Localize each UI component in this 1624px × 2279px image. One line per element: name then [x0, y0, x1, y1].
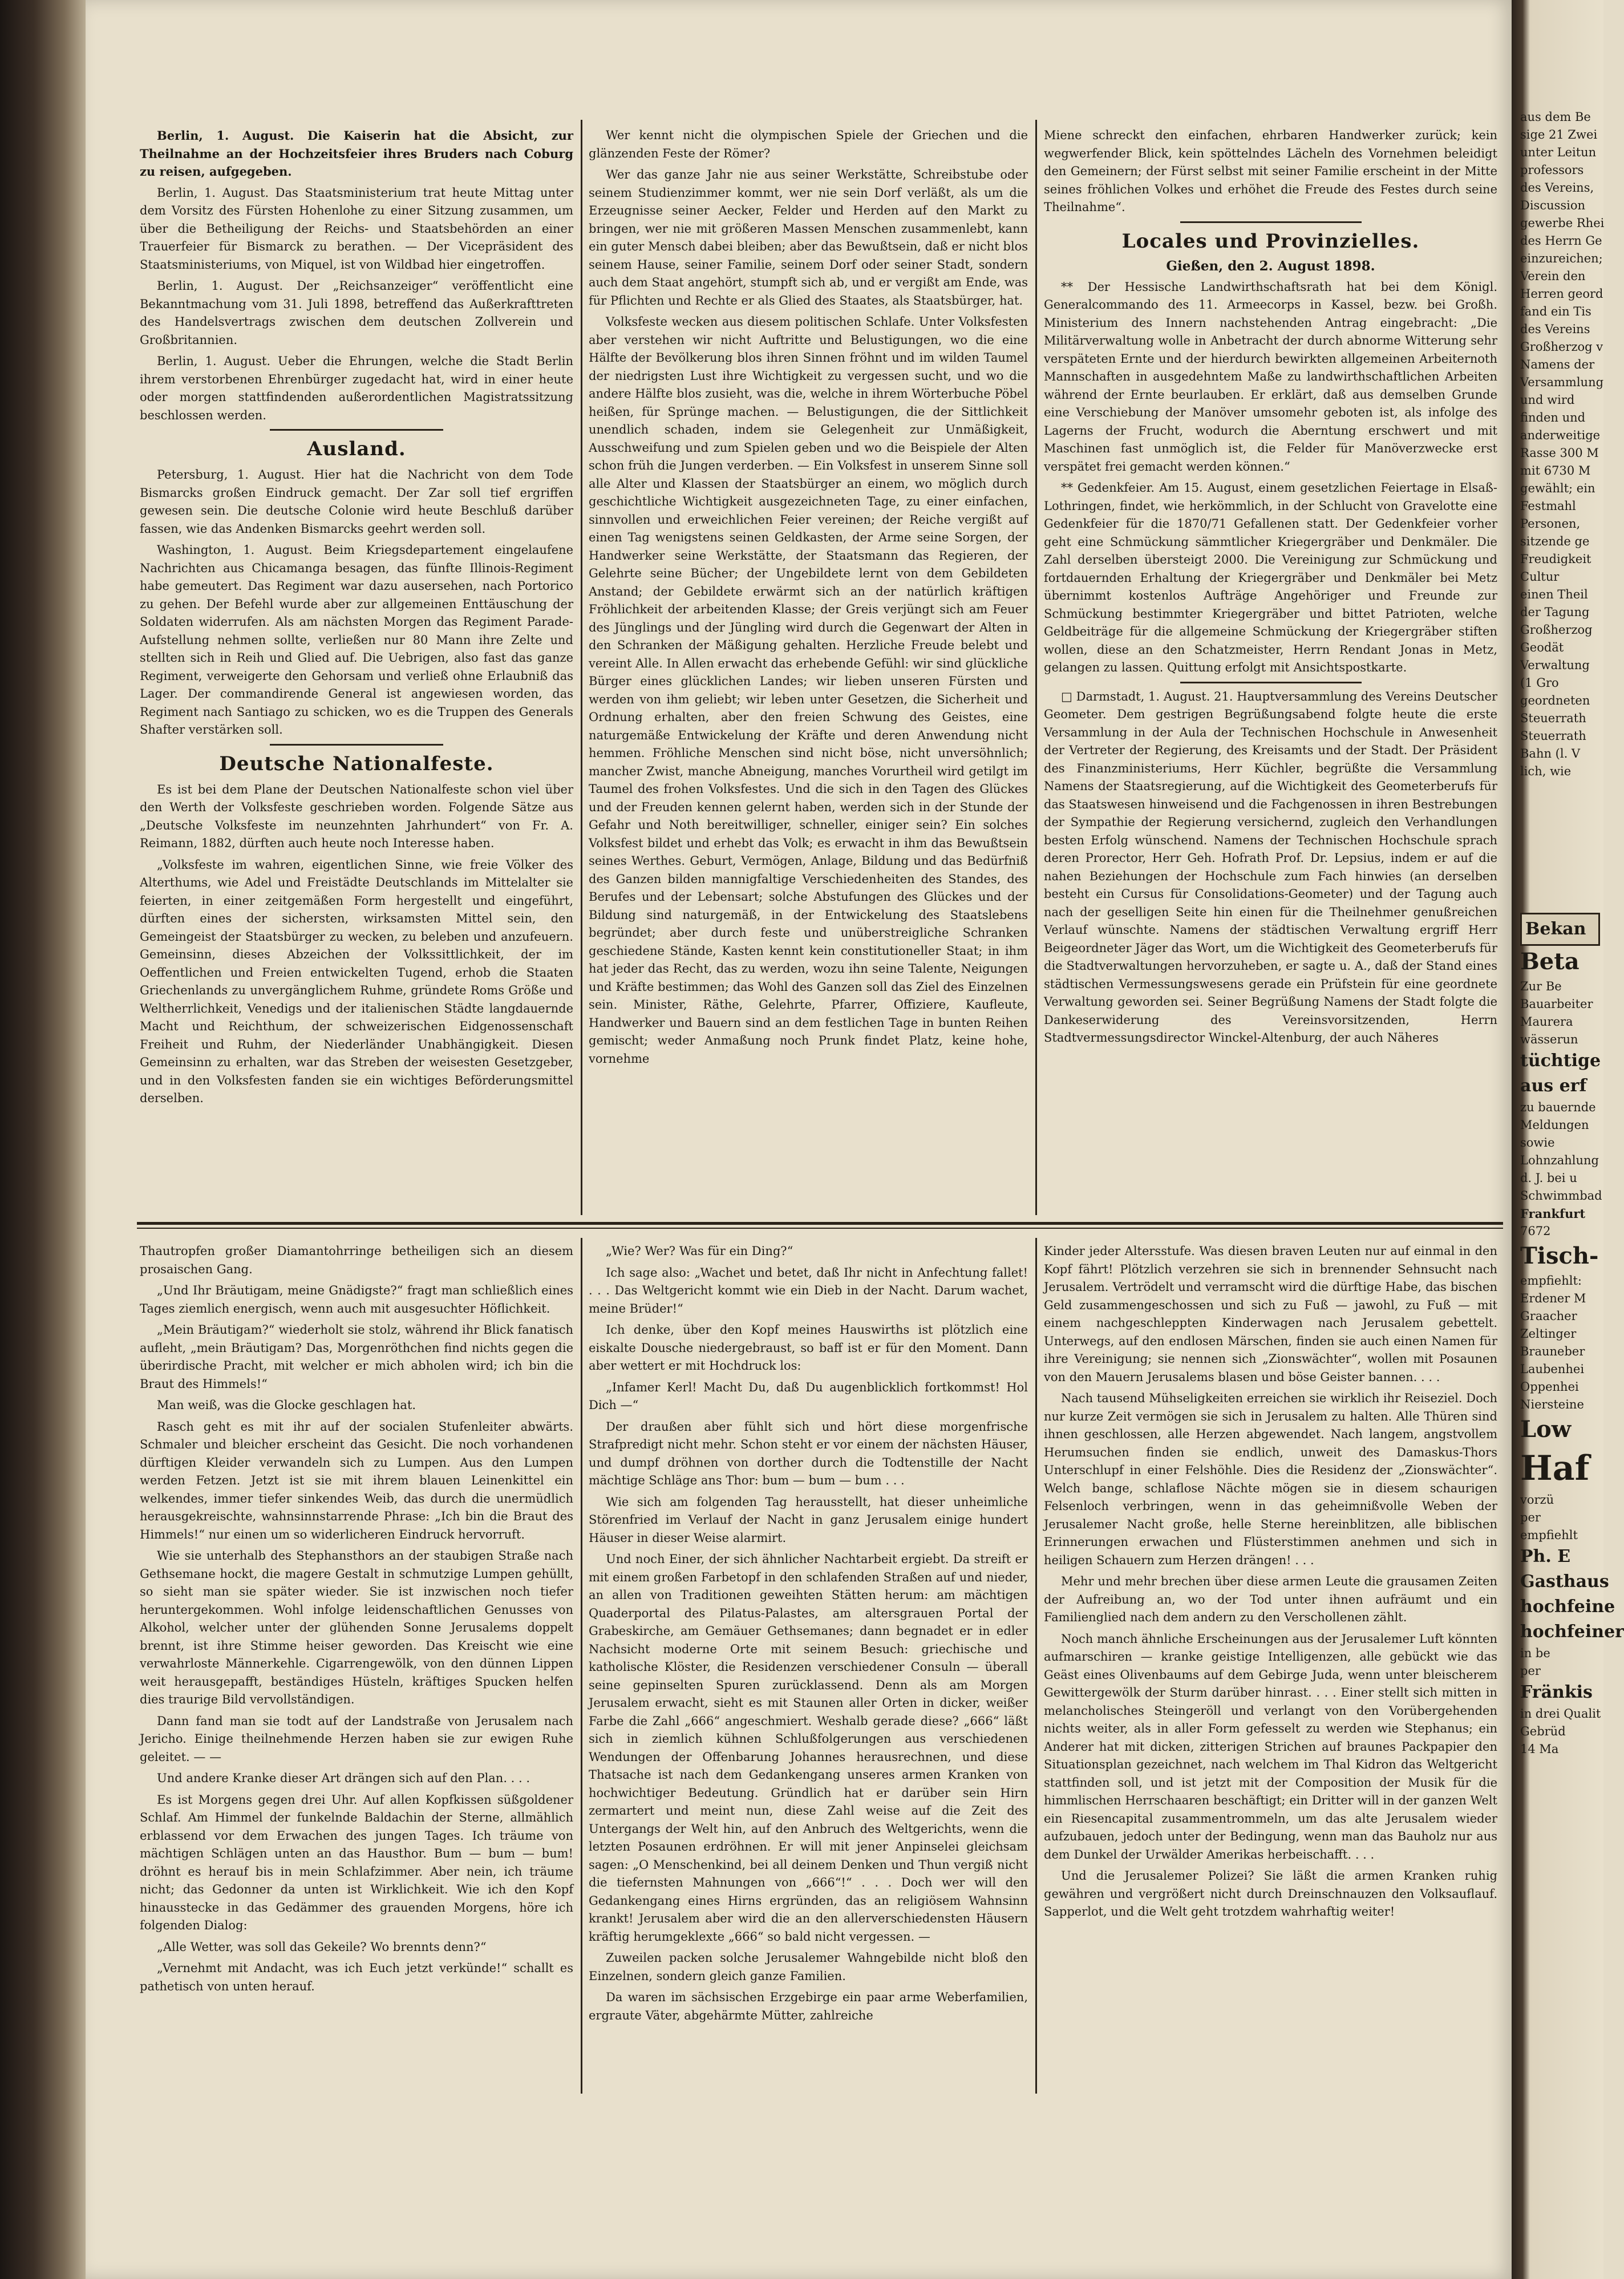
separator: [270, 429, 443, 431]
ad-lines: [1520, 978, 1600, 1049]
facing-page-line: sitzende ge: [1520, 535, 1590, 548]
feuilleton-paragraph: „Wie? Wer? Was für ein Ding?“: [606, 1244, 793, 1258]
ad-heading: Bekan: [1520, 913, 1600, 946]
feuilleton-paragraph: Ich denke, über den Kopf meines Hauswirths ist plötzlich eine eiskalte Dousche niedergebraust, so baff ist er für den Moment. Dann aber wettert er mit Hochdruck los:: [589, 1323, 1028, 1373]
facing-page-line: des Herrn Ge: [1520, 234, 1602, 248]
ad-line: 7672: [1520, 1224, 1551, 1238]
ad-lines: [1520, 1705, 1600, 1758]
facing-page-text: [1520, 108, 1605, 907]
facing-page-line: fand ein Tis: [1520, 305, 1591, 318]
facing-page-line: des Vereins,: [1520, 181, 1594, 195]
facing-page-line: Maurera: [1520, 1015, 1573, 1029]
feuilleton-paragraph: Wie sich am folgenden Tag herausstellt, hat dieser unheimliche Störenfried im Verlauf der Nacht in ganz Jerusalem einige hundert Häuser in dieser Weise alarmirt.: [589, 1495, 1028, 1545]
facing-page-line: in drei Qualit: [1520, 1707, 1601, 1721]
facing-page-line: per: [1520, 1511, 1541, 1524]
top-column-3: [1044, 127, 1497, 1219]
ad-heading: Tisch-: [1520, 1242, 1599, 1269]
column-divider: [1035, 120, 1037, 1215]
feuilleton-paragraph: „Mein Bräutigam?“ wiederholt sie stolz, während ihr Blick fanatisch aufleht, „mein Bräutigam? Das, Morgenröthchen find nichts gegen die überirdische Pracht, mit welcher er mich abholen wird; ich bin die Braut des Himmels!“: [140, 1323, 573, 1391]
facing-page-line: Verein den: [1520, 269, 1586, 283]
facing-page-line: vorzü: [1520, 1493, 1554, 1507]
facing-page-line: Großherzog: [1520, 623, 1593, 637]
article-paragraph: Volksfeste wecken aus diesem politischen Schlafe. Unter Volksfesten aber verstehen wir nicht Auftritte und Belustigungen, wo die eine Hälfte der Bevölkerung blos ihren Sinnen fröhnt und im wilden Taumel der niedrigsten Lust ihre Wichtigkeit zu vergessen sucht, und wo die andere Hälfte blos zusieht, was die, welche in ihrem Wörterbuche Pöbel heißen, für Sprünge machen. — Belustigungen, die der Sittlichkeit unendlich schaden, indem sie Gelegenheit zur Unmäßigkeit, Ausschweifung und zum Spielen geben und wo die Beispiele der Alten schon früh die Jungen verderben. — Ein Volksfest in unserem Sinne soll alle Alter und Klassen der Staatsbürger an einem, wo möglich durch geschichtliche Wichtigkeit ausgezeichneten Tage, zu einer einfachen, sinnvollen und erweichlichen Feier vereinen; der Reiche vergißt auf einen Tag wenigstens seinen Geldkasten, der Arme seine Sorgen, der Handwerker seine Werkstätte, der Staatsmann das Regieren, der Gelehrte seine Bücher; der Ungebildete lernt von dem Gebildeten Anstand; der Gebildete erwärmt sich an der natürlich kräftigen Fröhlichkeit der arbeitenden Klasse; der Greis verjüngt sich am Feuer des Jünglings und der Jüngling wird durch die Gegenwart der Alten in den Schranken der Mäßigung gehalten. Herzliche Freude belebt und vereint Alle. In Allen erwacht das erhebende Gefühl: wir sind glückliche Bürger eines glücklichen Landes; wir lieben unseren Fürsten und werden von ihm geliebt; wir leben unter Gesetzen, die Sicherheit und Ordnung erhalten, aber den freien Schwung des Geistes, eine naturgemäße Entwickelung der Kräfte und deren Anwendung nicht hemmen. Fröhliche Menschen sind nicht böse, nicht unversöhnlich; mancher Zwist, manche Abneigung, manches Vorurtheil wird getilgt im Taumel des frohen Volksfestes. Und die sich in den Tagen des Glückes und der Freuden kennen gelernt haben, werden sich in der Stunde der Gefahr und Noth bereitwilliger, schneller, einiger sein? Ein solches Volksfest bildet und erhebt das Volk; es erwacht in ihm das Bewußtsein seines Werthes. Geburt, Vermögen, Anlage, Bildung und das Bedürfniß des Ganzen bilden mannigfaltige Verschiedenheiten des Standes, des Berufes und der Lebensart; solche Abstufungen des Glückes und der Bildung sind naturgemäß, in der Entwickelung des Staatslebens begründet; aber durch feste und unüberstreigliche Schranken geschiedene Stände, Kasten kennt kein constitutioneller Staat; in ihm hat jeder das Recht, das zu werden, wozu ihn seine Talente, Neigungen und Kräfte bestimmen; das Wohl des Ganzen soll das Ziel des Einzelnen sein. Minister, Räthe, Gelehrte, Pfarrer, Offiziere, Kaufleute, Handwerker und Bauern sind an dem festlichen Tage in bunten Reihen gemischt; weder Anmaßung noch Prunk findet Platz, keine hohe, vornehme: [589, 315, 1028, 1066]
facing-page-lines: [1520, 108, 1605, 780]
article-paragraph: Es ist bei dem Plane der Deutschen Nationalfeste schon viel über den Werth der Volksfeste geschrieben worden. Folgende Sätze aus „Deutsche Volksfeste im neunzehnten Jahrhundert“ von Fr. A. Reimann, 1882, dürften auch heute noch Interesse haben.: [140, 782, 573, 850]
news-item: Berlin, 1. August. Die Kaiserin hat die Absicht, zur Theilnahme an der Hochzeitsfeier ihres Bruders nach Coburg zu reisen, aufgegeben.: [140, 128, 573, 179]
news-item: □ Darmstadt, 1. August. 21. Hauptversammlung des Vereins Deutscher Geometer. Dem gestrigen Begrüßungsabend folgte heute die erste Versammlung in der Aula der Technischen Hochschule in Anwesenheit der Vertreter der Regierung, des Kreisamts und der Stadt. Der Präsident des Finanzministeriums, Herr Küchler, begrüßte die Versammlung Namens der Staatsregierung, auf die Wichtigkeit des Geometerberufs für das Staatswesen hinweisend und die Fachgenossen in ihren Bestrebungen der Sympathie der Regierung versichernd, zugleich den Verhandlungen besten Erfolg wünschend. Namens der Technischen Hochschule sprach deren Prorector, Herr Geh. Hofrath Prof. Dr. Lepsius, indem er auf die nahen Beziehungen der Hochschule zum Fach hinwies (an derselben besteht ein Cursus für Consolidations-Geometer) und der Tagung auch nach der geselligen Seite hin einen für die Theilnehmer genußreichen Verlauf wünschte. Namens der städtischen Verwaltung ergriff Herr Beigeordneter Jäger das Wort, um die Wichtigkeit des Geometerberufs für die Stadtverwaltungen hervorzuheben, er sagte u. A., daß der Stand eines städtischen Vermessungswesens gerade ein Prüfstein für eine geordnete Verwaltung geworden sei. Seiner Begrüßung Namens der Stadt folgte die Dankeserwiderung des Vereinsvorsitzenden, Herrn Stadtvermessungsdirector Winckel-Altenburg, der auch Näheres: [1044, 689, 1497, 1045]
facing-page-line: zu bauernde: [1520, 1100, 1596, 1114]
article-paragraph: Wer kennt nicht die olympischen Spiele der Griechen und die glänzenden Feste der Römer?: [589, 128, 1028, 160]
ad-heading: aus erf: [1520, 1076, 1587, 1096]
facing-page-line: anderweitige: [1520, 428, 1601, 442]
facing-page-line: aus dem Be: [1520, 110, 1591, 124]
ad-lines: [1520, 1645, 1600, 1680]
ad-heading: Beta: [1520, 948, 1580, 975]
facing-page-line: Graacher: [1520, 1309, 1577, 1323]
article-paragraph: „Volksfeste im wahren, eigentlichen Sinne, wie freie Völker des Alterthums, wie Adel und Freistädte Deutschlands im Mittelalter sie feierten, in einer zeitgemäßen Form hergestellt und eingeführt, dürften eines der sichersten, wirksamsten Mittel sein, den Gemeingeist der Staatsbürger zu wecken, zu beleben und anzufeuern. Gemeinsinn, dieses Abzeichen der Volkssittlichkeit, der im Oeffentlichen und Freien entwickelten Tugend, erhob die Staaten Griechenlands zu unvergänglichem Ruhme, gründete Roms Größe und Weltherrlichkeit, Venedigs und der italienischen Städte langdauernde Macht und Reichthum, der schweizerischen Eidgenossenschaft Freiheit und Ruhm, der Niederländer Unabhängigkeit. Diesen Gemeinsinn zu erhalten, war das Streben der weisesten Gesetzgeber, und in den Volksfesten fanden sie ein wichtiges Beförderungsmittel derselben.: [140, 857, 573, 1105]
facing-page-line: Großherzog v: [1520, 340, 1603, 354]
ad-lines: [1520, 1491, 1600, 1544]
feuilleton-paragraph: Zuweilen packen solche Jerusalemer Wahngebilde nicht bloß den Einzelnen, sondern gleich ganze Familien.: [589, 1951, 1028, 1983]
feuilleton-paragraph: Mehr und mehr brechen über diese armen Leute die grausamen Zeiten der Aufreibung an, wo der Tod unter ihnen aufräumt und ein Familienglied nach dem andern zu den Verschollenen zählt.: [1044, 1574, 1497, 1624]
article-paragraph: Wer das ganze Jahr nie aus seiner Werkstätte, Schreibstube oder seinem Studienzimmer kommt, wer nie sein Dorf verläßt, als um die Erzeugnisse seiner Aecker, Felder und Herden auf den Markt zu bringen, wer nie mit größeren Massen Menschen zusammenlebt, kann ein guter Mensch dabei bleiben; aber das Bewußtsein, daß er nicht blos seinem Hause, seiner Familie, seinem Dorf oder seiner Stadt, sondern auch dem Staat angehört, stumpft sich ab, und er vergißt am Ende, was für Pflichten und Rechte er als Glied des Staates, als Staatsbürger, hat.: [589, 168, 1028, 307]
column-divider: [581, 120, 582, 1215]
article-paragraph: Miene schreckt den einfachen, ehrbaren Handwerker zurück; kein wegwerfender Blick, kein spöttelndes Lächeln des Vornehmen beleidigt den Gemeinern; der Fürst selbst mit seiner Familie erscheint in der Mitte seines fröhlichen Volkes und erhöhet die Freude des Festes durch seine Theilnahme“.: [1044, 128, 1497, 214]
facing-page-line: Steuerrath: [1520, 729, 1586, 743]
facing-page-line: Zur Be: [1520, 979, 1562, 993]
facing-page-line: Bauarbeiter: [1520, 997, 1593, 1011]
facing-page-line: Geodät: [1520, 641, 1564, 654]
separator: [1180, 682, 1362, 683]
facing-page-line: und wird: [1520, 393, 1575, 407]
facing-page-line: Zeltinger: [1520, 1327, 1577, 1341]
ad-line: Frankfurt: [1520, 1207, 1586, 1221]
facing-page-line: Herren geord: [1520, 287, 1603, 301]
ad-heading: hochfeine: [1520, 1597, 1615, 1617]
top-column-2: [589, 127, 1028, 1219]
article-heading-nationalfeste: Deutsche Nationalfeste.: [219, 752, 494, 775]
ad-heading: tüchtige: [1520, 1051, 1601, 1071]
facing-page-line: Festmahl: [1520, 499, 1576, 513]
feuilleton-paragraph: „Vernehmt mit Andacht, was ich Euch jetzt verkünde!“ schallt es pathetisch von unten herauf.: [140, 1961, 573, 1993]
feuilleton-paragraph: Man weiß, was die Glocke geschlagen hat.: [157, 1398, 416, 1412]
feuilleton-paragraph: „Und Ihr Bräutigam, meine Gnädigste?“ fragt man schließlich eines Tages ziemlich energisch, wenn auch mit ausgesuchter Höflichkeit.: [140, 1284, 573, 1315]
facing-page-line: geordneten: [1520, 694, 1590, 707]
facing-page-line: Verwaltung: [1520, 658, 1590, 672]
facing-page-line: Lohnzahlung: [1520, 1153, 1599, 1167]
facing-page-line: Gebrüd: [1520, 1725, 1566, 1738]
ad-heading: Haf: [1520, 1448, 1590, 1488]
ad-heading: Low: [1520, 1416, 1572, 1443]
facing-page-line: mit 6730 M: [1520, 464, 1591, 477]
news-item: Washington, 1. August. Beim Kriegsdepartement eingelaufene Nachrichten aus Chicamanga besagen, das fünfte Illinois-Regiment habe gemeutert. Das Regiment war dazu ausersehen, nach Portorico zu gehen. Der Befehl wurde aber zur allgemeinen Enttäuschung der Soldaten widerrufen. Als am nächsten Morgen das Regiment Parade-Aufstellung nehmen sollte, verließen nur 80 Mann ihre Zelte und stellten sich in Reih und Glied auf. Die Uebrigen, also fast das ganze Regiment, verweigerte den Gehorsam und verließ ohne Erlaubniß das Lager. Der commandirende General ist angewiesen worden, das Regiment nach Santiago zu schicken, wo es die Truppen des Generals Shafter verstärken soll.: [140, 543, 573, 736]
section-divider: [137, 1228, 1503, 1229]
column-divider: [581, 1238, 582, 2094]
facing-page-line: empfiehlt: [1520, 1528, 1578, 1542]
section-heading-locales: Locales und Provinzielles.: [1121, 229, 1420, 253]
facing-page-line: des Vereins: [1520, 322, 1590, 336]
section-divider: [137, 1222, 1503, 1225]
facing-page-line: sige 21 Zwei: [1520, 128, 1598, 141]
facing-page-line: empfiehlt:: [1520, 1274, 1582, 1288]
facing-page-line: Personen,: [1520, 517, 1581, 531]
facing-page-line: der Tagung: [1520, 605, 1590, 619]
facing-page-line: per: [1520, 1664, 1541, 1678]
feuilleton-paragraph: „Infamer Kerl! Macht Du, daß Du augenblicklich fortkommst! Hol Dich —“: [589, 1380, 1028, 1412]
ad-lines: [1520, 1272, 1600, 1414]
facing-page-line: Rasse 300 M: [1520, 446, 1599, 460]
facing-page-line: Cultur: [1520, 570, 1560, 584]
facing-page-line: einen Theil: [1520, 588, 1588, 601]
facing-page-line: Oppenhei: [1520, 1380, 1579, 1394]
feuilleton-paragraph: Da waren im sächsischen Erzgebirge ein paar arme Weberfamilien, ergraute Väter, abgehärmte Mütter, zahlreiche: [589, 1990, 1028, 2022]
facing-page-line: Steuerrath: [1520, 711, 1586, 725]
feuilleton-paragraph: Wie sie unterhalb des Stephansthors an der staubigen Straße nach Gethsemane hockt, die magere Gestalt in schmutzige Lumpen gehüllt, so sieht man sie später wieder. Sie ist inzwischen noch tiefer heruntergekommen. Wohl infolge leidenschaftlichen Genusses von Alkohol, welcher unter der glühenden Sonne Jerusalems doppelt brennt, ist ihre Stimme heiser geworden. Das Kreischt wie eine verwahrloste Männerkehle. Cigarrengewölk, von den dünnen Lippen weit herausgepafft, beständiges Hüsteln, kräftiges Spucken helfen dies traurige Bild vervollständigen.: [140, 1549, 573, 1706]
facing-page-line: Niersteine: [1520, 1398, 1584, 1411]
feuilleton-paragraph: Kinder jeder Altersstufe. Was diesen braven Leuten nur auf einmal in den Kopf fährt! Plötzlich verzehren sie sich in brennender Sehnsucht nach Jerusalem. Vertrödelt und verramscht wird die dürftige Habe, das bischen Geld zusammengeschossen und sich zu Fuß — jawohl, zu Fuß — mit einem nachgeschleppten Kinderwagen nach Jerusalem gebettelt. Unterwegs, auf den endlosen Märschen, finden sie auch einen Namen für ihre Vereinigung; sie nennen sich „Zionswächter“, wollen mit Posaunen von den Mauern Jerusalems blasen und böse Geister bannen. . . .: [1044, 1244, 1497, 1384]
facing-page-line: einzureichen;: [1520, 252, 1603, 265]
top-column-1: [140, 127, 573, 1219]
feuilleton-paragraph: Der draußen aber fühlt sich und hört diese morgenfrische Strafpredigt nicht mehr. Schon steht er vor einem der nächsten Häuser, und dumpf dröhnen von dorther durch die Todtenstille der Nacht mächtige Schläge ans Thor: bum — bum — bum . . .: [589, 1419, 1028, 1487]
facing-page-line: gewerbe Rhei: [1520, 216, 1605, 230]
facing-page-line: Bahn (l. V: [1520, 747, 1581, 760]
facing-page-line: sowie: [1520, 1136, 1555, 1149]
dateline: Gießen, den 2. August 1898.: [1166, 258, 1375, 274]
feuilleton-paragraph: Und noch Einer, der sich ähnlicher Nachtarbeit ergiebt. Da streift er mit einem großen Farbetopf in den schlafenden Straßen auf und nieder, an allen von Traditionen geweihten Stätten herum: am mächtigen Quaderportal des Pilatus-Palastes, am altersgrauen Portal der Grabeskirche, am Gemäuer Gethsemanes; dann begnadet er in edler Nachsicht moderne Orte mit seinem Besuch: griechische und katholische Klöster, die Residenzen verschiedener Consuln — überall seine gepinselten Spuren zurücklassend. Denn als am Morgen Jerusalem erwacht, sieht es mit Staunen aller Orten in dicker, weißer Farbe die Zahl „666“ angeschmiert. Weshalb gerade diese? „666“ läßt sich in ziemlich kühnen Schlußfolgerungen aus verschiedenen Wendungen der Offenbarung Johannes herausrechnen, und diese Thatsache ist nach dem Gedankengang unseres armen Kranken von hochwichtiger Bedeutung. Gründlich hat er darüber sein Hirn zermartert und meint nun, diese Zahl weise auf die Zeit des Untergangs der Welt hin, auf den Anbruch des Weltgerichts, wenn die letzten Posaunen erdröhnen. Er will mit jener Anpinselei gleichsam sagen: „O Menschenkind, bei all deinem Denken und Thun vergiß nicht die tiefernsten Mahnungen von „666“!“ . . . Doch wer will den Gedankengang eines Hirns ergründen, das an religiösem Wahnsinn krankt! Jerusalem aber wird die an den allerverschiedensten Häusern kräftig herumgeklexte „666“ so bald nicht vergessen. —: [589, 1552, 1028, 1944]
news-item: Berlin, 1. August. Das Staatsministerium trat heute Mittag unter dem Vorsitz des Fürsten Hohenlohe zu einer Sitzung zusammen, um über die Betheiligung der Reichs- und Staatsbehörden an einer Trauerfeier für Bismarck zu berathen. — Der Vicepräsident des Staatsministeriums, von Miquel, ist von Wildbad hier eingetroffen.: [140, 185, 573, 272]
news-item: Berlin, 1. August. Ueber die Ehrungen, welche die Stadt Berlin ihrem verstorbenen Ehrenbürger zugedacht hat, wird in einer heute oder morgen stattfindenden außerordentlichen Magistratssitzung beschlossen werden.: [140, 354, 573, 422]
feuilleton-paragraph: Und andere Kranke dieser Art drängen sich auf den Plan. . . .: [157, 1771, 530, 1785]
feuilleton-paragraph: Nach tausend Mühseligkeiten erreichen sie wirklich ihr Reiseziel. Doch nur kurze Zeit vermögen sie sich in Jerusalem zu halten. Alle Thüren sind ihnen geschlossen, alle Herzen abgewendet. Nach langem, angstvollem Herumsuchen finden sie endlich, unweit des Damaskus-Thors Unterschlupf in einer Felshöhle. Dies die Residenz der „Zionswächter“. Welch bange, schlaflose Nächte mögen sie in diesem schaurigen Felsenloch verbringen, wenn in das geheimnißvolle Weben der Jerusalemer Nacht große, helle Sterne hereinblitzen, alle biblischen Erinnerungen erwachen und Flüsterstimmen anehmen und sich in heiligen Schauern zum Herzen drängen! . . .: [1044, 1391, 1497, 1567]
bottom-column-3: [1044, 1242, 1497, 2098]
separator: [270, 744, 443, 746]
facing-page-line: d. J. bei u: [1520, 1171, 1577, 1185]
ad-heading: Fränkis: [1520, 1682, 1593, 1702]
facing-page-line: finden und: [1520, 411, 1586, 424]
news-item: Petersburg, 1. August. Hier hat die Nachricht von dem Tode Bismarcks großen Eindruck gemacht. Der Zar soll tief ergriffen gewesen sein. Die deutsche Colonie wird heute Beschluß darüber fassen, wie das Andenken Bismarcks geehrt werden soll.: [140, 468, 573, 536]
separator: [1180, 221, 1362, 223]
feuilleton-paragraph: Rasch geht es mit ihr auf der socialen Stufenleiter abwärts. Schmaler und bleicher erscheint das Gesicht. Die noch vorhandenen dürftigen Kleider verwandeln sich zu Lumpen. Aus den Lumpen werden Fetzen. Jetzt ist sie mit ihrem blauen Leinenkittel ein welkendes, immer tiefer sinkendes Weib, das durch die unermüdlich herausgekreischte, wahnsinnstarrende Phrase: „Ich bin die Braut des Himmels!“ nur einen um so widerlicheren Eindruck hervorruft.: [140, 1419, 573, 1541]
facing-page-line: professors: [1520, 163, 1584, 177]
bottom-column-2: [589, 1242, 1028, 2098]
feuilleton-paragraph: Ich sage also: „Wachet und betet, daß Ihr nicht in Anfechtung fallet! . . . Das Weltgericht kommt wie ein Dieb in der Nacht. Darum wachet, meine Brüder!“: [589, 1265, 1028, 1315]
book-spine: [0, 0, 86, 2279]
facing-page-ads: [1520, 913, 1624, 2196]
feuilleton-paragraph: Dann fand man sie todt auf der Landstraße von Jerusalem nach Jericho. Einige theilnehmende Herzen haben sie zur ewigen Ruhe geleitet. — —: [140, 1714, 573, 1764]
facing-page-line: (1 Gro: [1520, 676, 1559, 690]
facing-page-line: lich, wie: [1520, 764, 1572, 778]
facing-page-line: Freudigkeit: [1520, 552, 1591, 566]
bottom-column-1: [140, 1242, 573, 2098]
facing-page-line: unter Leitun: [1520, 145, 1597, 159]
facing-page-line: wässerun: [1520, 1033, 1578, 1046]
facing-page-line: Brauneber: [1520, 1345, 1585, 1358]
feuilleton-paragraph: „Alle Wetter, was soll das Gekeile? Wo brennts denn?“: [157, 1940, 487, 1954]
column-divider: [1035, 1238, 1037, 2094]
facing-page-line: Meldungen: [1520, 1118, 1589, 1132]
news-item: ** Der Hessische Landwirthschaftsrath hat bei dem Königl. Generalcommando des 11. Armeecorps in Kassel, bezw. bei Großh. Ministerium des Innern nachstehenden Antrag eingebracht: „Die Militärverwaltung wolle in Anbetracht der durch abnorme Witterung sehr verspäteten Ernte und der hierdurch bewirkten allgemeinen Arbeiternoth Mannschaften in ausgedehntem Maße zu landwirthschaftlichen Arbeiten während der Ernte beurlauben. Er erklärt, daß aus demselben Grunde eine Verschiebung der Manöver umsomehr geboten ist, als infolge des Lagerns der Frucht, wodurch die Aberntung erschwert und mit Maschinen fast unmöglich ist, die Felder für Manöverzwecke erst verspätet frei gemacht werden können.“: [1044, 280, 1497, 473]
feuilleton-paragraph: Und die Jerusalemer Polizei? Sie läßt die armen Kranken ruhig gewähren und vergrößert nicht durch Dreinschnauzen den Volksauflauf. Sapperlot, und die Welt geht trotzdem wahrhaftig weiter!: [1044, 1869, 1497, 1918]
facing-page-line: Namens der: [1520, 358, 1595, 371]
feuilleton-paragraph: Thautropfen großer Diamantohrringe betheiligen sich an diesem prosaischen Gang.: [140, 1244, 573, 1276]
ad-heading: Ph. E: [1520, 1547, 1571, 1566]
facing-page-line: gewählt; ein: [1520, 481, 1595, 495]
facing-page-line: in be: [1520, 1646, 1550, 1660]
ad-heading: Gasthaus: [1520, 1572, 1609, 1592]
facing-page-line: Laubenhei: [1520, 1362, 1585, 1376]
ad-heading: hochfeiner: [1520, 1622, 1624, 1642]
facing-page-line: Erdener M: [1520, 1292, 1586, 1305]
news-item: Berlin, 1. August. Der „Reichsanzeiger“ veröffentlicht eine Bekanntmachung vom 31. Juli 1898, betreffend das Außerkrafttreten des Handelsvertrags zwischen dem deutschen Zollverein und Großbritannien.: [140, 279, 573, 347]
facing-page-line: Versammlung: [1520, 375, 1604, 389]
news-item: ** Gedenkfeier. Am 15. August, einem gesetzlichen Feiertage in Elsaß-Lothringen, findet, wie herkömmlich, in der Schlucht von Gravelotte eine Gedenkfeier für die 1870/71 Gefallenen statt. Der Gedenkfeier vorher geht eine Schmückung sämmtlicher Kriegergräber und Denkmäler. Die Zahl derselben übersteigt 2000. Die Vereinigung zur Schmückung und fortdauernden Erhaltung der Kriegergräber und Denkmäler bei Metz übernimmt kostenlos Aufträge Angehöriger und Freunde zur Schmückung bestimmter Kriegergräber und bittet Patrioten, welche Geldbeiträge für die allgemeine Schmückung der Kriegergräber stiften wollen, diese an den Schatzmeister, Herrn Rendant Jonas in Metz, gelangen zu lassen. Quittung erfolgt mit Ansichtspostkarte.: [1044, 481, 1497, 674]
facing-page-line: Schwimmbad: [1520, 1189, 1602, 1203]
ad-lines: [1520, 1099, 1600, 1205]
feuilleton-paragraph: Noch manch ähnliche Erscheinungen aus der Jerusalemer Luft könnten aufmarschiren — kranke geistige Intelligenzen, alle gebückt wie das Geäst eines Olivenbaums auf dem Gebirge Juda, wenn unter bleischerem Gewittergewölk der Sturm darüber hinrast. . . . Einer stellt sich mitten in melancholisches Steingeröll und verlangt von den Vorübergehenden nichts weiter, als in aller Form gefesselt zu werden wie Stephanus; ein Anderer hat mit dicken, zitterigen Strichen auf braunes Packpapier den Situationsplan gezeichnet, nach welchem im Thal Kidron das Weltgericht stattfinden soll, und ist jetzt mit der Composition der Musik für die himmlischen Herrschaaren beschäftigt; ein Dritter will in der ganzen Welt ein Riesencapital zusammentrommeln, um das alte Jerusalem wieder aufzubauen, jedoch unter der Bedingung, wenn man das Bauholz nur aus dem Dunkel der Urwälder Amerikas herbeischafft. . . .: [1044, 1632, 1497, 1861]
facing-page-line: 14 Ma: [1520, 1742, 1559, 1756]
facing-page-line: Discussion: [1520, 199, 1586, 212]
section-heading-ausland: Ausland.: [307, 438, 406, 460]
feuilleton-paragraph: Es ist Morgens gegen drei Uhr. Auf allen Kopfkissen süßgoldener Schlaf. Am Himmel der funkelnde Baldachin der Sterne, allmählich erblassend vor dem Erwachen des jungen Tages. Ich träume von mächtigen Schlägen unten an das Hausthor. Bum — bum — bum! dröhnt es herauf bis in mein Schlafzimmer. Aber nein, ich träume nicht; das Gedonner da unten ist Wirklichkeit. Wie ich den Kopf hinausstecke in das Gedämmer des grauenden Morgens, höre ich folgenden Dialog:: [140, 1792, 573, 1932]
